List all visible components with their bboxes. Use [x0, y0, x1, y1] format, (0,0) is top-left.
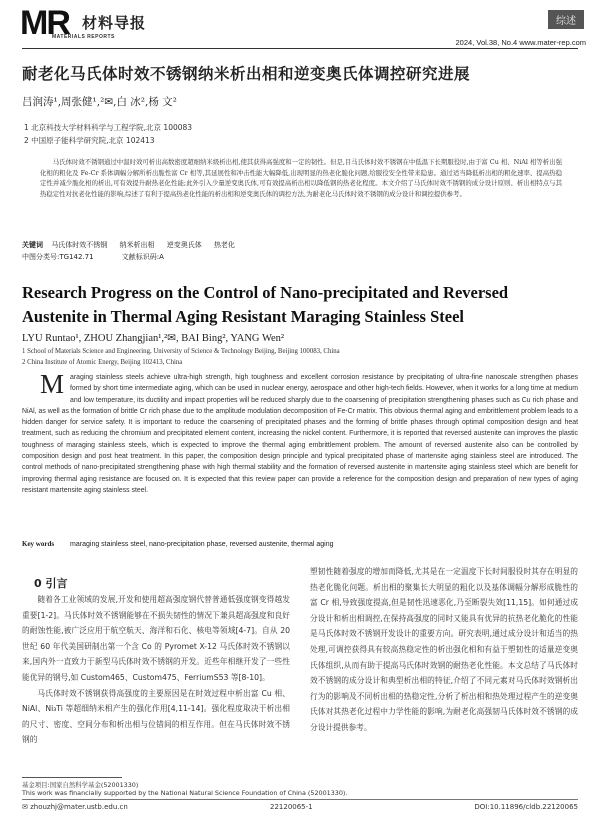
chinese-affiliation-1: 1 北京科技大学材料科学与工程学院,北京 100083	[24, 123, 193, 132]
chinese-keyword: 逆变奥氏体	[166, 241, 202, 249]
body-paragraph: 随着各工业领域的发展,开发和使用超高强度钢代替普通低强度钢变得越发重要[1-2]。马氏体时效不锈钢能够在不损失韧性的情况下兼具超高强度和良好的耐蚀性能,被广泛应用于航空航天、海洋和石化、核电等领域[4-7]。自从 20 世纪 60 年代美国研制出第一个含 Co 的 Pyromet X-12 马氏体时效不锈钢以来,国内外一直致力于新型马氏体时效不锈钢的开发。近些年相继开发了一些性能优异的钢号,如 Custom465、Custom475、FerriumS53 等[8-10]。	[22, 595, 290, 682]
english-affiliation-2: 2 China Institute of Atomic Energy, Beijing 102413, China	[22, 359, 183, 366]
doi: DOI:10.11896/cldb.22120065	[474, 803, 578, 811]
header-rule	[22, 48, 578, 49]
body-paragraph: 塑韧性随着强度的增加而降低,尤其是在一定温度下长时间服役时其存在明显的热老化脆化问题。析出相的聚集长大明显的粗化以及基体调幅分解形成脆性的富 Cr 相,导致强度提高,但是韧性迅速恶化,乃至断裂失效[11,15]。如何通过成分设计和析出相调控,在保持高强度的同时又能具有优异的抗热老化脆化的性能是马氏体时效不锈钢开发设计的重要方向。研究表明,通过成分设计和适当的热处理,可调控获得具有较高热稳定性的析出强化相和有益于塑韧性的适量逆变奥氏体组织,从而有助于提高马氏体时效钢的耐热老化性能。本文总结了马氏体时效不锈钢的成分设计和典型析出相的特征,介绍了不同元素对马氏体时效钢析出行为的影响及不同析出相的热稳定性,分析了析出相和热处理过程产生的逆变奥氏体对其热老化过程中力学性能的影响,为耐老化高强韧马氏体时效不锈钢的成分设计提供参考。	[310, 567, 578, 732]
journal-logo-english: MATERIALS REPORTS	[52, 34, 115, 40]
chinese-keyword: 纳米析出相	[119, 241, 155, 249]
english-abstract-text: araging stainless steels achieve ultra-high strength, high toughness and excellent corrosion resistance by precipitating of ultra-fine nanoscale strengthen phases formed by short time intermediate aging, which can be used in nuclear energy, aerospace and other high-tech fields. However, when it works for a long time at medium and low temperature, its ductility and impact properties will be reduced sharply due to the coarsening of precipitation strengthening phases such as Cu rich phase and NiAl, as well as the formation of brittle Cr rich phase due to the amplitude modulation decomposition of Fe-Cr matrix. This obvious thermal aging and embrittlement problem leads to a hidden danger for service safety. It is important to reduce the coarsening of precipitated phases and the forming of brittle phases through optimal composition design and heat treatment, such as reducing the chromium and precipitated element content, increasing the nickel content. Furthermore, it is reported that reversed austenite can improves the plastic toughness of maraging stainless steels, which is expected to improve the thermal aging embrittlement problem. The amount of reversed austenite also can be controlled by composition design and post heat treatment. In this paper, the composition design principle and typical precipitated phase of martensite aging stainless steel are introduced. The control methods of nano-precipitated strengthening phase with high thermal stability and the formation of reversed austenite in martensite aging stainless steel which are benefit for improving thermal aging resistance are focused on. It is expected that this review paper can provide a reference for the composition design and preparation of new types of aging resistant martensite aging stainless steel.	[22, 374, 578, 494]
funding-footnote-en: This work was financially supported by the National Natural Science Foundation of China (52001330).	[22, 789, 348, 797]
section-heading-introduction: 0 引言	[34, 577, 68, 590]
article-code: 22120065-1	[270, 803, 313, 811]
chinese-keyword: 热老化	[213, 241, 235, 249]
classification-line	[22, 252, 190, 262]
chinese-authors: 吕润涛¹,周张健¹,²✉,白 冰²,杨 文²	[22, 96, 177, 108]
chinese-abstract: 马氏体时效不锈钢通过中温时效可析出高数密度超细纳米级析出相,使其获得高强度和一定的韧性。但是,目马氏体时效不锈钢在中低温下长期服役时,由于富 Cu 相、NiAl 相等析出强化相的粗化及 Fe-Cr 系体调幅分解所析出脆性富 Cr 相等,其延展性和冲击性能大幅降低,出现明显的热老化脆化问题,给服役安全性带来隐患。通过适当降低析出相的粗化速率、提高热稳定性并减少脆化相的析出,可有效提升耐热老化性能;此外引入少量逆变奥氏体,可有效提高析出相以降低钢的热老化程度。本文介绍了马氏体时效不锈钢的成分设计原则、析出相特点与其热稳定性对抗老化性能的影响,综述了有利于提高热老化性能的析出相和逆变奥氏体的调控方法,为耐老化马氏体时效不锈钢的成分设计和调控提供参考。	[40, 158, 562, 198]
english-title: Research Progress on the Control of Nano-precipitated and Reversed Austenite in Thermal Aging Resistant Maraging Stainless Steel	[22, 283, 509, 326]
left-column	[22, 592, 290, 748]
footnote-rule	[22, 777, 122, 778]
issue-line: 2024, Vol.38, No.4 www.mater-rep.com	[455, 38, 586, 47]
chinese-title: 耐老化马氏体时效不锈钢纳米析出相和逆变奥氏体调控研究进展	[22, 65, 471, 83]
right-column	[310, 564, 578, 736]
funding-footnote-cn: 基金项目:国家自然科学基金(52001330)	[22, 781, 139, 789]
document-code: 文献标识码:A	[121, 253, 164, 261]
chinese-keywords	[22, 240, 245, 250]
english-keywords-text: maraging stainless steel, nano-precipitation phase, reversed austenite, thermal aging	[70, 541, 334, 548]
corresponding-email: ✉ zhouzhj@mater.ustb.edu.cn	[22, 803, 128, 811]
clc-number: 中图分类号:TG142.71	[22, 253, 94, 261]
journal-logo-chinese: 材料导报	[82, 14, 147, 32]
english-affiliation-1: 1 School of Materials Science and Engineering, University of Science & Technology Beijing, Beijing 100083, China	[22, 348, 340, 355]
journal-logo-mark: MR	[20, 4, 69, 42]
english-authors: LYU Runtao¹, ZHOU Zhangjian¹,²✉, BAI Bing², YANG Wen²	[22, 333, 285, 344]
chinese-affiliation-2: 2 中国原子能科学研究院,北京 102413	[24, 136, 155, 145]
english-keywords	[22, 540, 333, 548]
body-paragraph: 马氏体时效不锈钢获得高强度的主要原因是在时效过程中析出富 Cu 相、NiAl、Ni₃Ti 等超细纳米相产生的强化作用[4,11-14]。强化程度取决于析出相的尺寸、密度、空间分布和析出相与位错间的相互作用。但在马氏体时效不锈钢的	[22, 688, 290, 745]
english-abstract	[22, 369, 578, 496]
chinese-keywords-label: 关键词	[22, 241, 43, 249]
abstract-dropcap: M	[40, 369, 65, 399]
chinese-keyword: 马氏体时效不锈钢	[51, 241, 108, 249]
journal-header	[12, 6, 588, 42]
article-type-tag: 综述	[548, 10, 584, 29]
english-keywords-label: Key words	[22, 540, 55, 548]
footer-rule	[22, 799, 578, 800]
